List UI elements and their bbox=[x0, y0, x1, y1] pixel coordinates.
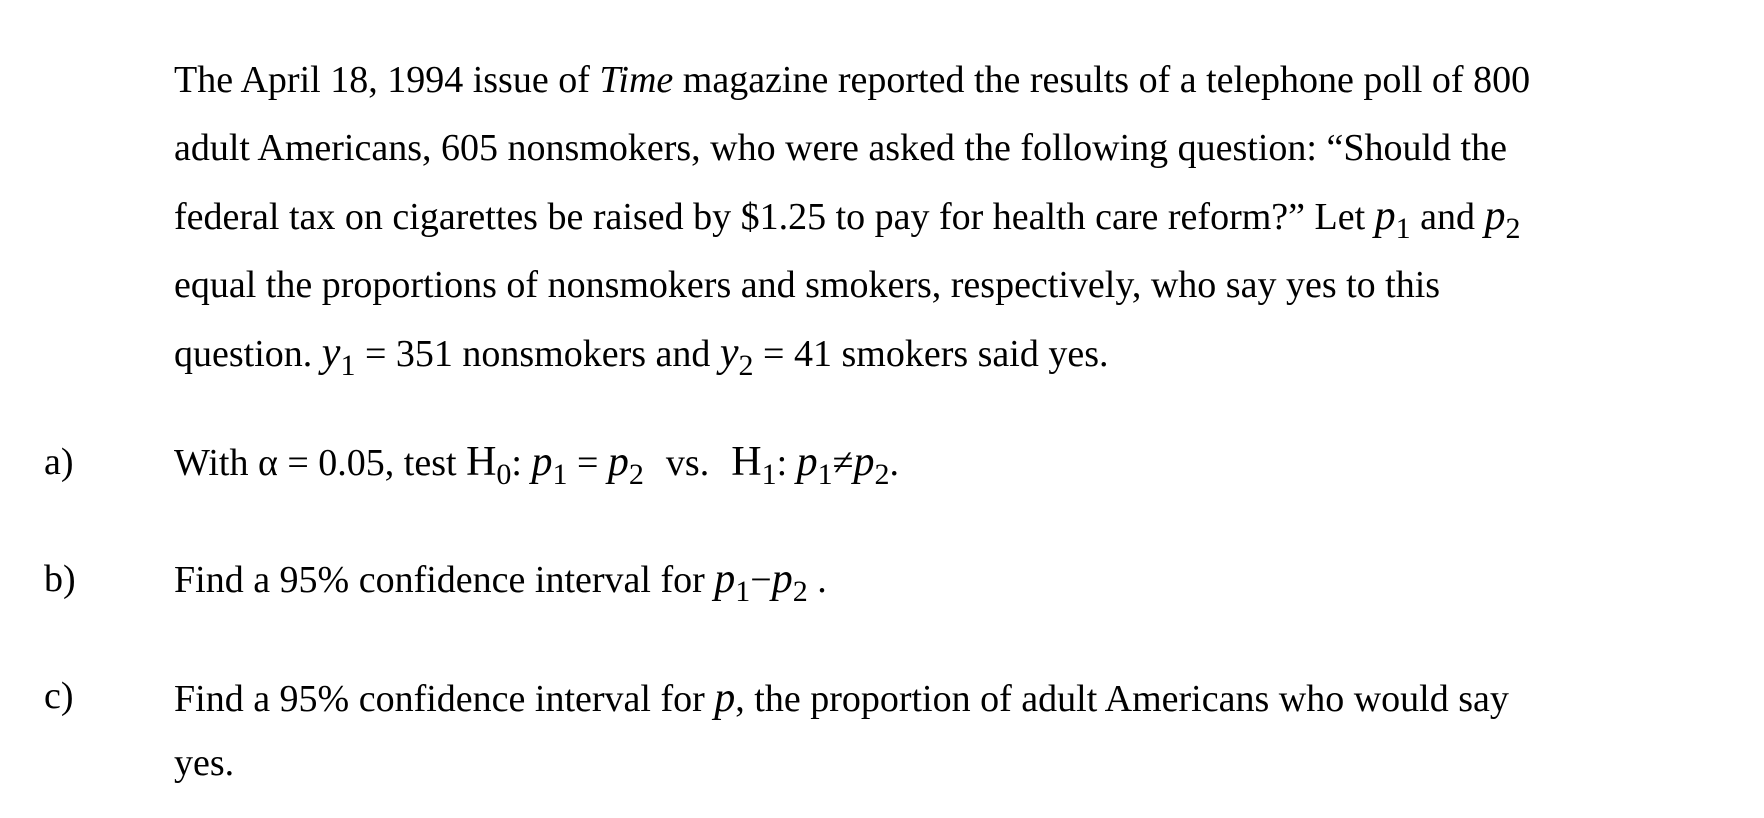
part-marker: b) bbox=[44, 558, 76, 600]
intro-text: federal tax on cigarettes be raised by $1.25 to pay for health care reform?” Let bbox=[174, 196, 1375, 238]
intro-line-3 bbox=[174, 182, 1734, 251]
part-marker: a) bbox=[44, 441, 74, 483]
part-marker: c) bbox=[44, 675, 74, 717]
symbol-y2: $y_2$ bbox=[719, 330, 754, 382]
intro-line-2: adult Americans, 605 nonsmokers, who were asked the following question: “Should the bbox=[174, 127, 1507, 169]
intro-text: = 351 nonsmokers and bbox=[355, 333, 720, 375]
intro-text: question. bbox=[174, 333, 322, 375]
intro-text: magazine reported the results of a telephone poll of 800 bbox=[673, 59, 1531, 101]
symbol-p2: $p_2$ bbox=[1484, 193, 1521, 245]
problem-statement bbox=[174, 46, 1734, 388]
intro-line-1 bbox=[174, 46, 1734, 114]
alternative-hypothesis-symbol: $H_1$ bbox=[731, 439, 777, 491]
intro-text: and bbox=[1410, 196, 1485, 238]
symbol-p1: $p_1$ bbox=[1374, 193, 1411, 245]
null-hypothesis-symbol: $H_0$ bbox=[466, 439, 512, 491]
symbol-y1: $y_1$ bbox=[321, 330, 356, 382]
magazine-name: Time bbox=[599, 59, 674, 101]
intro-line-4: equal the proportions of nonsmokers and smokers, respectively, who say yes to this bbox=[174, 264, 1441, 306]
part-a-text: With α = 0.05, test $H_0$: $p_1 = p_2$ vs. $H_1$: $p_1\ne p_2$. bbox=[174, 439, 899, 491]
intro-line-5 bbox=[174, 319, 1734, 388]
intro-text: = 41 smokers said yes. bbox=[753, 333, 1109, 375]
part-b-text: Find a 95% confidence interval for $p_1-p_2$ . bbox=[174, 556, 827, 608]
intro-text: The April 18, 1994 issue of bbox=[174, 59, 600, 101]
part-c-text: Find a 95% confidence interval for p, the proportion of adult Americans who would say yes. bbox=[174, 675, 1509, 784]
